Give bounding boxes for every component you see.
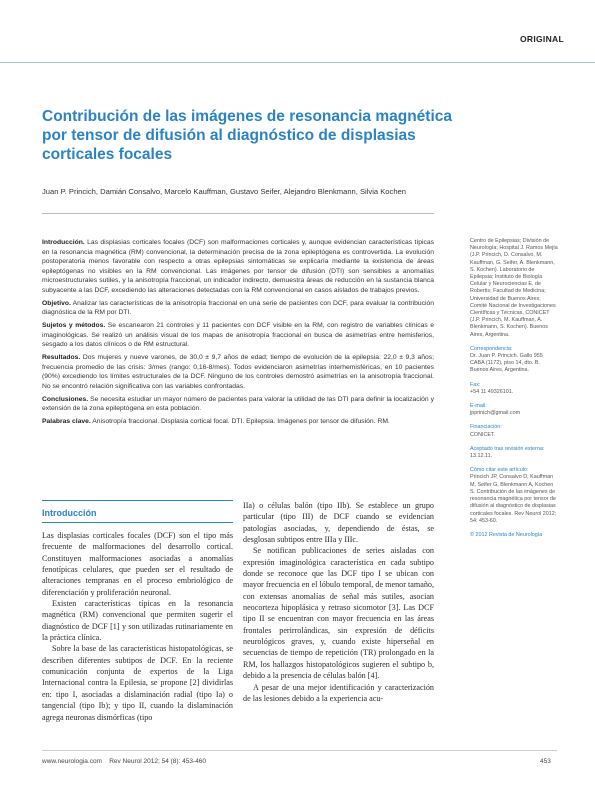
body-paragraph: Sobre la base de las características histopatológicas, se describen diferentes subtipos de DCF. En la reciente comunicación conjunta de expertos de la Liga Internacional contra la Epilesia, se propone [2] dividirlas en: tipo I, asociadas a dislaminación radial (tipo Ia) o tangencial (tipo Ib); y tipo II, cuando la dislaminación agrega neuronas dismórficas (tipo	[42, 644, 233, 722]
accepted	[470, 446, 558, 460]
email-link[interactable]: jpprinich@gmail.com	[470, 410, 521, 417]
funding	[470, 424, 558, 438]
abstract-keywords	[42, 417, 434, 427]
abstract-text: Se escanearon 21 controles y 11 pacientes con DCF visible en la RM, con registro de variables clínicas e imaginológicas. Se realizó un análisis visual de los mapas de anisotropía fraccional en busca de asimetrías entre hemisferios, sesgado a los datos clínicos o de RM estructural.	[42, 322, 434, 349]
citation	[470, 467, 558, 525]
citation-text: Princich JP, Consalvo D, Kauffman M, Seifer G, Blenkmann A, Kochen S. Contribución de las imágenes de resonancia magnética por tensor de difusión al diagnóstico de displasias corticales focales. Rev Neurol 2012; 54: 453-60.	[470, 474, 557, 524]
abstract-text: Dos mujeres y nueve varones, de 30,0 ± 9,7 años de edad; tiempo de evolución de la epilepsia: 22,0 ± 9,3 años; frecuencia promedio de las crisis: 3/mes (rango: 0,16-8/mes). Todos evidenciaron asimetrías interhemisféricas, en 10 pacientes (90%) excediendo los límites estructurales de la DCF. Ninguno de los controles demostró asimetrías en la anisotropía fraccional. No se encontró relación significativa con las variables confrontadas.	[42, 354, 434, 390]
body-paragraph: Existen características típicas en la resonancia magnética (RM) convencional que permiten sugerir el diagnóstico de DCF [1] y son utilizadas rutinariamente en la práctica clínica.	[42, 599, 233, 643]
article-authors: Juan P. Princich, Damián Consalvo, Marcelo Kauffman, Gustavo Seifer, Alejandro Blenkmann, Silvia Kochen	[42, 187, 406, 196]
fax	[470, 382, 558, 396]
correspondence-text: Dr. Juan P. Princich. Gallo 955 CABA (1172), piso 14, dto. B. Buenos Aires, Argentina.	[470, 353, 543, 374]
body-paragraph: A pesar de una mejor identificación y caracterización de las lesiones debido a la experiencia acu-	[243, 682, 434, 703]
copyright: © 2012 Revista de Neurología	[470, 531, 543, 538]
page-number: 453	[540, 758, 551, 765]
accepted-text: 13.12.11.	[470, 453, 493, 460]
abstract-label: Introducción.	[42, 239, 85, 246]
header-rule	[0, 62, 595, 63]
abstract-label: Sujetos y métodos.	[42, 322, 106, 330]
article-sidebar	[470, 238, 558, 546]
body-paragraph: IIa) o células balón (tipo IIb). Se establece un grupo particular (tipo III) de DCF cuando se evidencian patologías asociadas, y, dependiendo de éstas, se desglosan subtipos entre IIIa y IIIc.	[243, 501, 434, 545]
abstract-introduction	[42, 238, 434, 296]
abstract-label: Palabras clave.	[42, 418, 91, 426]
email	[470, 403, 558, 417]
abstract-conclusions	[42, 395, 434, 414]
abstract-text: Anisotropía fraccional. Displasia cortical focal. DTI. Epilepsia. Imágenes por tensor de difusión. RM.	[90, 418, 390, 426]
abstract	[42, 238, 434, 430]
article-title: Contribución de las imágenes de resonancia magnética por tensor de difusión al diagnóstico de displasias corticales focales	[42, 108, 453, 163]
footer-rule	[42, 750, 557, 751]
intro-rule-bottom	[42, 522, 233, 523]
abstract-text: Se necesita estudiar un mayor número de pacientes para valorar la utilidad de las DTI para definir la localización y extensión de la zona epileptógena en esta población.	[42, 395, 434, 413]
footer-citation: www.neurologia.com Rev Neurol 2012; 54 (8): 453-460	[42, 758, 207, 765]
authors-separator	[42, 213, 434, 214]
correspondence	[470, 346, 558, 375]
body-paragraph: Las displasias corticales focales (DCF) son el tipo más frecuente de malformaciones del desarrollo cortical. Constituyen malformaciones asociadas a anomalías fenotípicas celulares, que pueden ser el resultado de alteraciones tempranas en el proceso embriológico de diferenciación y proliferación neuronal.	[42, 531, 233, 597]
abstract-label: Objetivo.	[42, 299, 71, 307]
abstract-label: Conclusiones.	[42, 395, 89, 403]
abstract-results	[42, 353, 434, 391]
abstract-label: Resultados.	[42, 354, 81, 362]
email-label: E-mail:	[470, 403, 487, 410]
abstract-objective	[42, 299, 434, 318]
fax-label: Fax:	[470, 381, 481, 388]
section-tag: ORIGINAL	[520, 34, 564, 44]
funding-label: Financiación:	[470, 424, 502, 431]
body-paragraph: Se notifican publicaciones de series aisladas con expresión imaginológica característica en cada subtipo donde se reconoce que las DCF tipo I se ubican con mayor frecuencia en el lóbulo temporal, de menor tamaño, con extensas anomalías de señal más sutiles, asocian neocorteza hipoplásica y retraso sicomotor [3]. Las DCF tipo II se encuentran con mayor frecuencia en las áreas frontales perirrolándicas, sin expresión de déficits neurológicos graves, y, cuando existe hiperseñal en secuencias de tiempo de repetición (TR) prolongado en la RM, los hallazgos histopatológicos sugieren el subtipo b, debido a la presencia de células balón [4].	[243, 546, 434, 681]
intro-heading: Introducción	[42, 508, 97, 518]
affiliation: Centro de Epilepsias; División de Neurología; Hospital J. Ramos Mejía (J.P. Princich, D. Consalvo, M. Kauffman, G. Seifer, A. Blenkmann, S. Kochen). Laboratorio de Epilepsia; Instituto de Biología Celular y Neurociencias E. de Robertis; Facultad de Medicina; Universidad de Buenos Aires; Comité Nacional de Investigaciones Científicas y Técnicas, CONICET (J.P. Princich, M. Kauffman, A. Blenkmann, S. Kochen). Buenos Aires, Argentina.	[470, 238, 558, 338]
abstract-text: Las displasias corticales focales (DCF) son malformaciones corticales y, aunque evidencian características típicas en la resonancia magnética (RM) convencional, la determinación precisa de la zona epileptógena es controvertida. La evolución postoperatoria menos favorable con respecto a otras epilepsias sintomáticas se explicaría mediante la existencia de áreas epileptógenas no visibles en la RM convencional. Las imágenes por tensor de difusión (DTI) son sensibles a anomalías microestructurales sutiles, y la anisotropía fraccional, un indicador indirecto, demuestra áreas de reducción en la sustancia blanca subyacente a las DCF, excediendo las alteraciones detectadas con la RM convencional en casos aislados de trabajos previos.	[42, 239, 434, 294]
body-column-left	[42, 530, 233, 723]
fax-text: +54 11 49326101.	[470, 388, 514, 395]
abstract-text: Analizar las características de la anisotropía fraccional en una serie de pacientes con DCF, para evaluar la contribución diagnóstica de la RM por DTI.	[42, 299, 434, 317]
funding-text: CONICET.	[470, 431, 496, 438]
body-column-right	[243, 500, 434, 704]
abstract-methods	[42, 321, 434, 350]
intro-rule-top	[42, 500, 233, 501]
citation-label: Cómo citar este artículo:	[470, 467, 529, 474]
accepted-label: Aceptado tras revisión externa:	[470, 445, 545, 452]
correspondence-label: Correspondencia:	[470, 345, 513, 352]
